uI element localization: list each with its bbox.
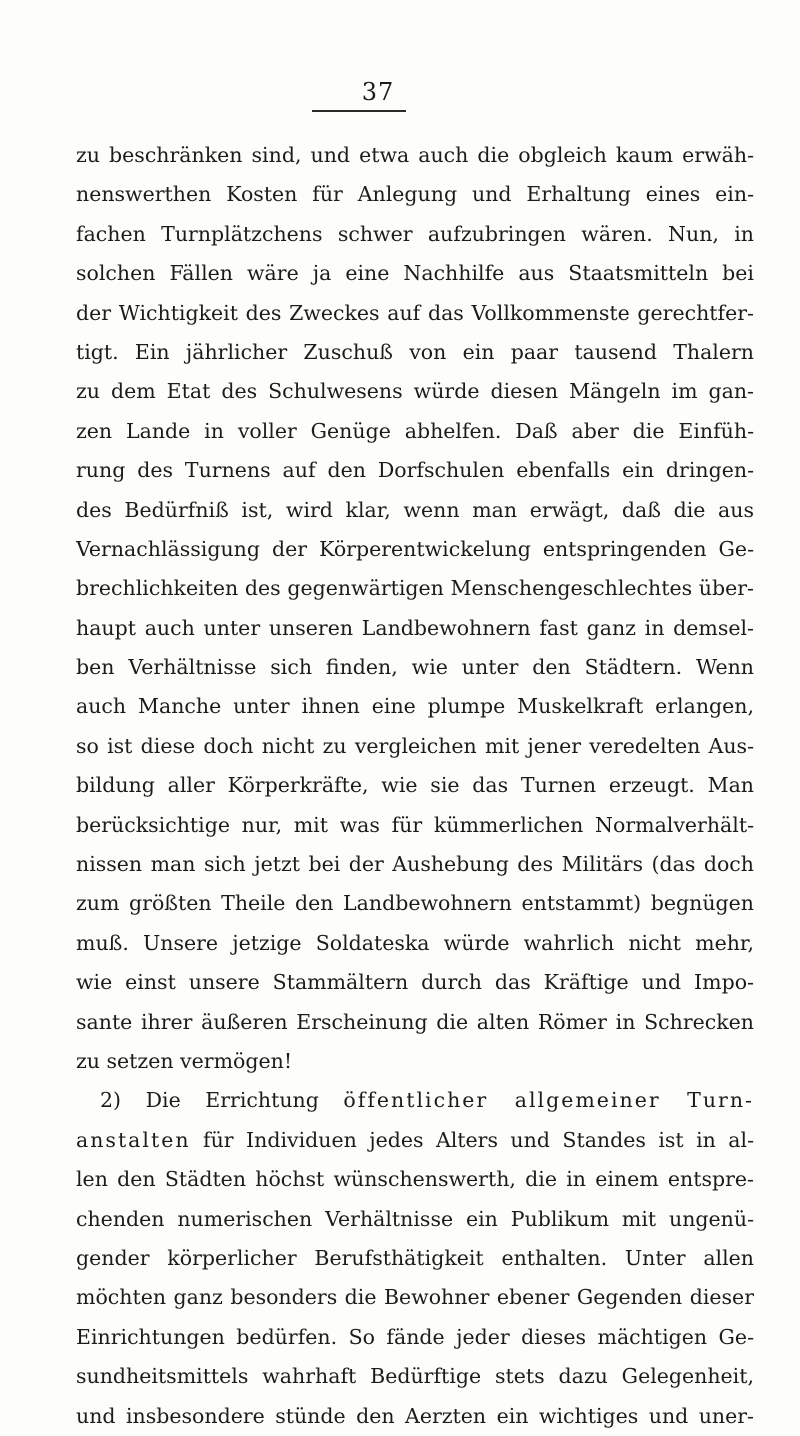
text-line: zum größten Theile den Landbewohnern entstammt) begnügen bbox=[76, 891, 754, 916]
text-line: fachen Turnplätzchens schwer aufzubringen wären. Nun, in bbox=[76, 221, 754, 246]
paragraph-2-cont: für Individuen jedes Alters und Standes ist in al- bbox=[190, 1127, 754, 1152]
text-line: nenswerthen Kosten für Anlegung und Erhaltung eines ein- bbox=[76, 182, 754, 207]
text-line: gender körperlicher Berufsthätigkeit enthalten. Unter allen bbox=[76, 1245, 754, 1270]
emphasized-phrase-cont: anstalten bbox=[76, 1127, 191, 1152]
text-line: ben Verhältnisse sich finden, wie unter den Städtern. Wenn bbox=[76, 655, 754, 680]
text-line: möchten ganz besonders die Bewohner ebener Gegenden dieser bbox=[76, 1285, 754, 1310]
text-line: solchen Fällen wäre ja eine Nachhilfe aus Staatsmitteln bei bbox=[76, 261, 754, 286]
text-line: haupt auch unter unseren Landbewohnern fast ganz in demsel- bbox=[76, 615, 754, 640]
text-line: berücksichtige nur, mit was für kümmerlichen Normalverhält- bbox=[76, 812, 754, 837]
text-line: chenden numerischen Verhältnisse ein Publikum mit ungenü- bbox=[76, 1206, 754, 1231]
text-line: des Bedürfniß ist, wird klar, wenn man erwägt, daß die aus bbox=[76, 497, 754, 522]
text-line: so ist diese doch nicht zu vergleichen mit jener veredelten Aus- bbox=[76, 733, 754, 758]
emphasized-phrase: öffentlicher allgemeiner Turn- bbox=[343, 1088, 754, 1113]
text-line: muß. Unsere jetzige Soldateska würde wahrlich nicht mehr, bbox=[76, 930, 754, 955]
text-line: zen Lande in voller Genüge abhelfen. Daß aber die Einfüh- bbox=[76, 418, 754, 443]
text-line: bildung aller Körperkräfte, wie sie das Turnen erzeugt. Man bbox=[76, 773, 754, 798]
body-text bbox=[76, 136, 754, 1436]
text-line: Vernachlässigung der Körperentwickelung entspringenden Ge- bbox=[76, 536, 754, 561]
text-line: sante ihrer äußeren Erscheinung die alten Römer in Schrecken bbox=[76, 1009, 754, 1034]
text-line: zu setzen vermögen! bbox=[76, 1048, 293, 1073]
paragraph-2-lead: 2) Die Errichtung bbox=[100, 1088, 344, 1113]
text-line: tigt. Ein jährlicher Zuschuß von ein paar tausend Thalern bbox=[76, 339, 754, 364]
paragraph-2-heading-line bbox=[76, 1081, 754, 1120]
text-line bbox=[76, 1121, 754, 1160]
header-rule bbox=[312, 110, 406, 112]
text-line: len den Städten höchst wünschenswerth, die in einem entspre- bbox=[76, 1167, 754, 1192]
text-line: rung des Turnens auf den Dorfschulen ebenfalls ein dringen- bbox=[76, 458, 754, 483]
text-line: sundheitsmittels wahrhaft Bedürftige stets dazu Gelegenheit, bbox=[76, 1364, 754, 1389]
text-line: und insbesondere stünde den Aerzten ein wichtiges und uner- bbox=[76, 1403, 754, 1428]
page-number: 37 bbox=[361, 78, 395, 106]
text-line: brechlichkeiten des gegenwärtigen Menschengeschlechtes über- bbox=[76, 576, 754, 601]
text-line: nissen man sich jetzt bei der Aushebung des Militärs (das doch bbox=[76, 852, 754, 877]
text-line: wie einst unsere Stammältern durch das Kräftige und Impo- bbox=[76, 970, 754, 995]
text-line: zu dem Etat des Schulwesens würde diesen Mängeln im gan- bbox=[76, 379, 754, 404]
text-line: Einrichtungen bedürfen. So fände jeder dieses mächtigen Ge- bbox=[76, 1324, 754, 1349]
text-line: zu beschränken sind, und etwa auch die obgleich kaum erwäh- bbox=[76, 143, 754, 167]
text-line: auch Manche unter ihnen eine plumpe Muskelkraft erlangen, bbox=[76, 694, 754, 719]
text-line: der Wichtigkeit des Zweckes auf das Vollkommenste gerechtfer- bbox=[76, 300, 754, 325]
